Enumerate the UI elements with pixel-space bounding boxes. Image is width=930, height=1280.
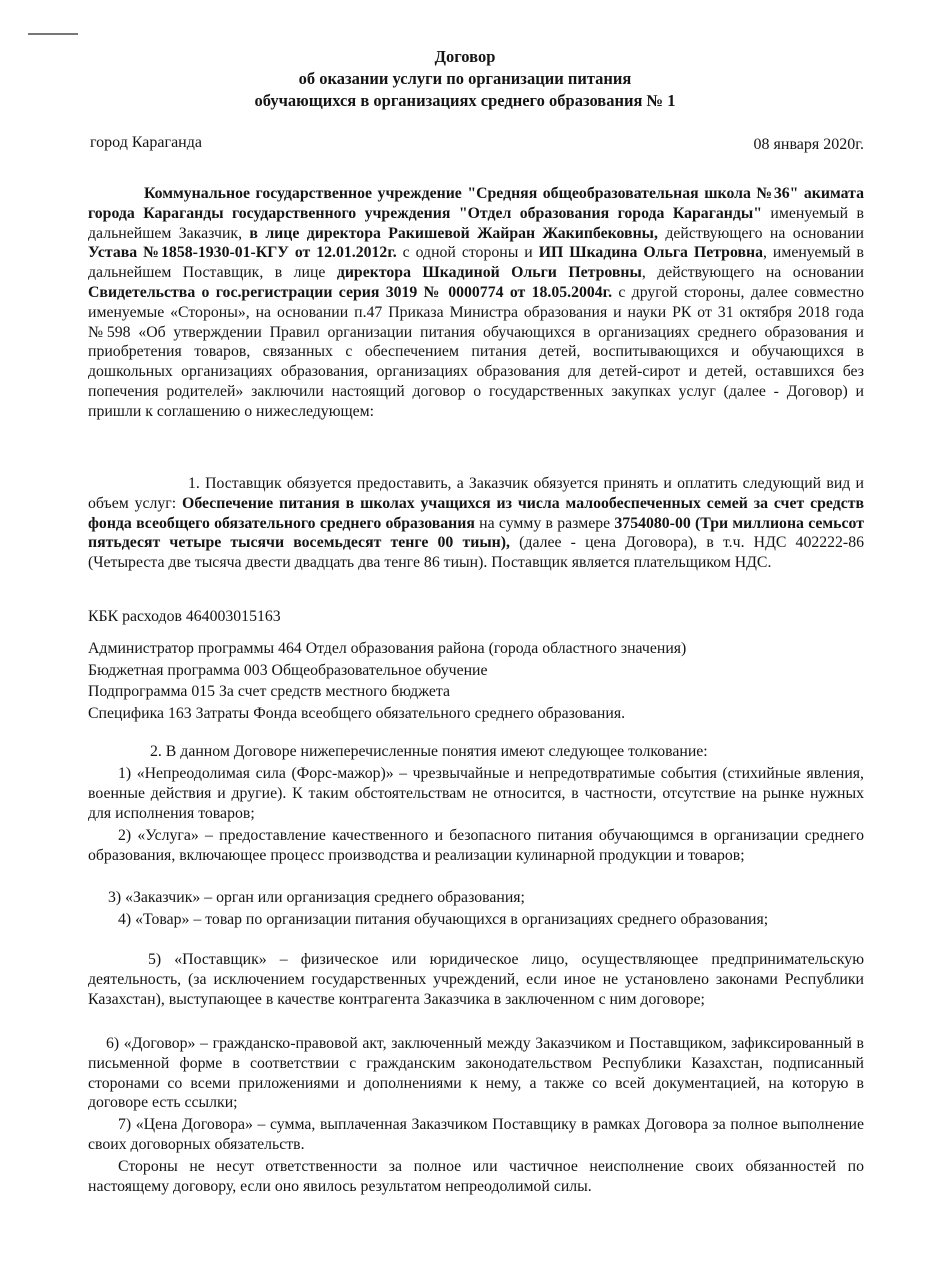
customer-org: Коммунальное государственное учреждение "Средняя общеобразовательная школа №36" акимата города Караганды государственного учреждения "Отдел образования города Караганды" [88, 185, 864, 222]
service-description: Обеспечение питания в школах учащихся из числа малообеспеченных семей за счет средств фонда всеобщего обязательного среднего образования [88, 494, 864, 532]
definition-item: 5) «Поставщик» – физическое или юридическое лицо, осуществляющее предпринимательскую деятельность, (за исключением государственных учреждений, если иное не установлено законами Республики Казахстан), выступающее в качестве контрагента Заказчика в заключенном с ним договоре; [88, 951, 864, 1008]
preamble: Коммунальное государственное учреждение "Средняя общеобразовательная школа №36" акимата города Караганды государственного учреждения "Отдел образования города Караганды" именуемый в дальнейшем Заказчик, в лице директора Ракишевой Жайран Жакипбековны, действующего на основании Устава №1858-1930-01-КГУ от 12.01.2012г. с одной стороны и ИП Шкадина Ольга Петровна, именуемый в дальнейшем Поставщик, в лице директора Шкадиной Ольги Петровны, действующего на основании Свидетельства о гос.регистрации серия 3019 № 0000774 от 18.05.2004г. с другой стороны, далее совместно именуемые «Стороны», на основании п.47 Приказа Министра образования и науки РК от 31 октября 2018 года №598 «Об утверждении Правил организации питания обучающихся в организациях среднего образования и приобретения товаров, связанных с обеспечением питания детей, воспитывающихся и обучающихся в дошкольных организациях образования, организациях образования для детей-сирот и детей, оставшихся без попечения родителей» заключили настоящий договор о государственных закупках услуг (далее - Договор) и пришли к соглашению о нижеследующем: [88, 185, 864, 420]
budget-line: Бюджетная программа 003 Общеобразовательное обучение [88, 661, 488, 679]
doc-title: Договор [434, 47, 496, 66]
budget-block [88, 638, 864, 724]
clause-1: 1. Поставщик обязуется предоставить, а Заказчик обязуется принять и оплатить следующий вид и объем услуг: Обеспечение питания в школах учащихся из числа малообеспеченных семей за счет средств фонда всеобщего обязательного среднего образования на сумму в размере 3754080-00 (Три миллиона семьсот пятьдесят четыре тысячи восемьдесят тенге 00 тиын), (далее - цена Договора), в т.ч. НДС 402222-86 (Четыреста две тысяча двести двадцать два тенге 86 тиын). Поставщик является плательщиком НДС. [88, 475, 864, 572]
kbk: КБК расходов 464003015163 [88, 608, 281, 625]
place: город Караганда [90, 134, 202, 151]
doc-subtitle-2: обучающихся в организациях среднего образования № 1 [254, 91, 676, 110]
definition-item: 7) «Цена Договора» – сумма, выплаченная Заказчиком Поставщику в рамках Договора за полное выполнение своих договорных обязательств. [88, 1116, 864, 1153]
budget-line: Специфика 163 Затраты Фонда всеобщего обязательного среднего образования. [88, 704, 626, 722]
customer-director: в лице директора Ракишевой Жайран Жакипбековны, [249, 224, 658, 242]
certificate: Свидетельства о гос.регистрации серия 3019 № 0000774 от 18.05.2004г. [88, 283, 613, 301]
definition-item: 2) «Услуга» – предоставление качественного и безопасного питания обучающимся в организации среднего образования, включающее процесс производства и реализации кулинарной продукции и товаров; [88, 827, 864, 864]
contract-amount: 3754080-00 (Три миллиона семьсот пятьдесят четыре тысячи восемьдесят тенге 00 тиын), [88, 514, 864, 552]
supplier-name: ИП Шкадина Ольга Петровна [538, 244, 763, 262]
definition-item: 6) «Договор» – гражданско-правовой акт, заключенный между Заказчиком и Поставщиком, зафиксированный в письменной форме в соответствии с гражданским законодательством Республики Казахстан, подписанный сторонами со всеми приложениями и дополнениями к нему, а также со всей документацией, на которую в договоре есть ссылки; [88, 1035, 864, 1112]
date: 08 января 2020г. [753, 136, 864, 153]
clause-2-intro: 2. В данном Договоре нижеперечисленные понятия имеют следующее толкование: [150, 743, 708, 760]
doc-subtitle-1: об оказании услуги по организации питания [298, 69, 632, 88]
charter: Устава №1858-1930-01-КГУ от 12.01.2012г. [88, 244, 397, 262]
definition-item: 4) «Товар» – товар по организации питания обучающихся в организациях среднего образования; [118, 911, 769, 928]
supplier-director: директора Шкадиной Ольги Петровны [336, 264, 642, 282]
budget-line: Администратор программы 464 Отдел образования района (города областного значения) [88, 640, 687, 657]
budget-line: Подпрограмма 015 За счет средств местного бюджета [88, 683, 450, 700]
scan-mark [28, 33, 78, 35]
definition-item: 1) «Непреодолимая сила (Форс-мажор)» – чрезвычайные и непредотвратимые события (стихийные явления, военные действия и другие). К таким обстоятельствам не относится, в частности, отсутствие на рынке нужных для исполнения товаров; [88, 765, 864, 822]
force-majeure-clause: Стороны не несут ответственности за полное или частичное неисполнение своих обязанностей по настоящему договору, если оно явилось результатом непреодолимой силы. [88, 1158, 864, 1195]
definition-item: 3) «Заказчик» – орган или организация среднего образования; [108, 889, 525, 906]
